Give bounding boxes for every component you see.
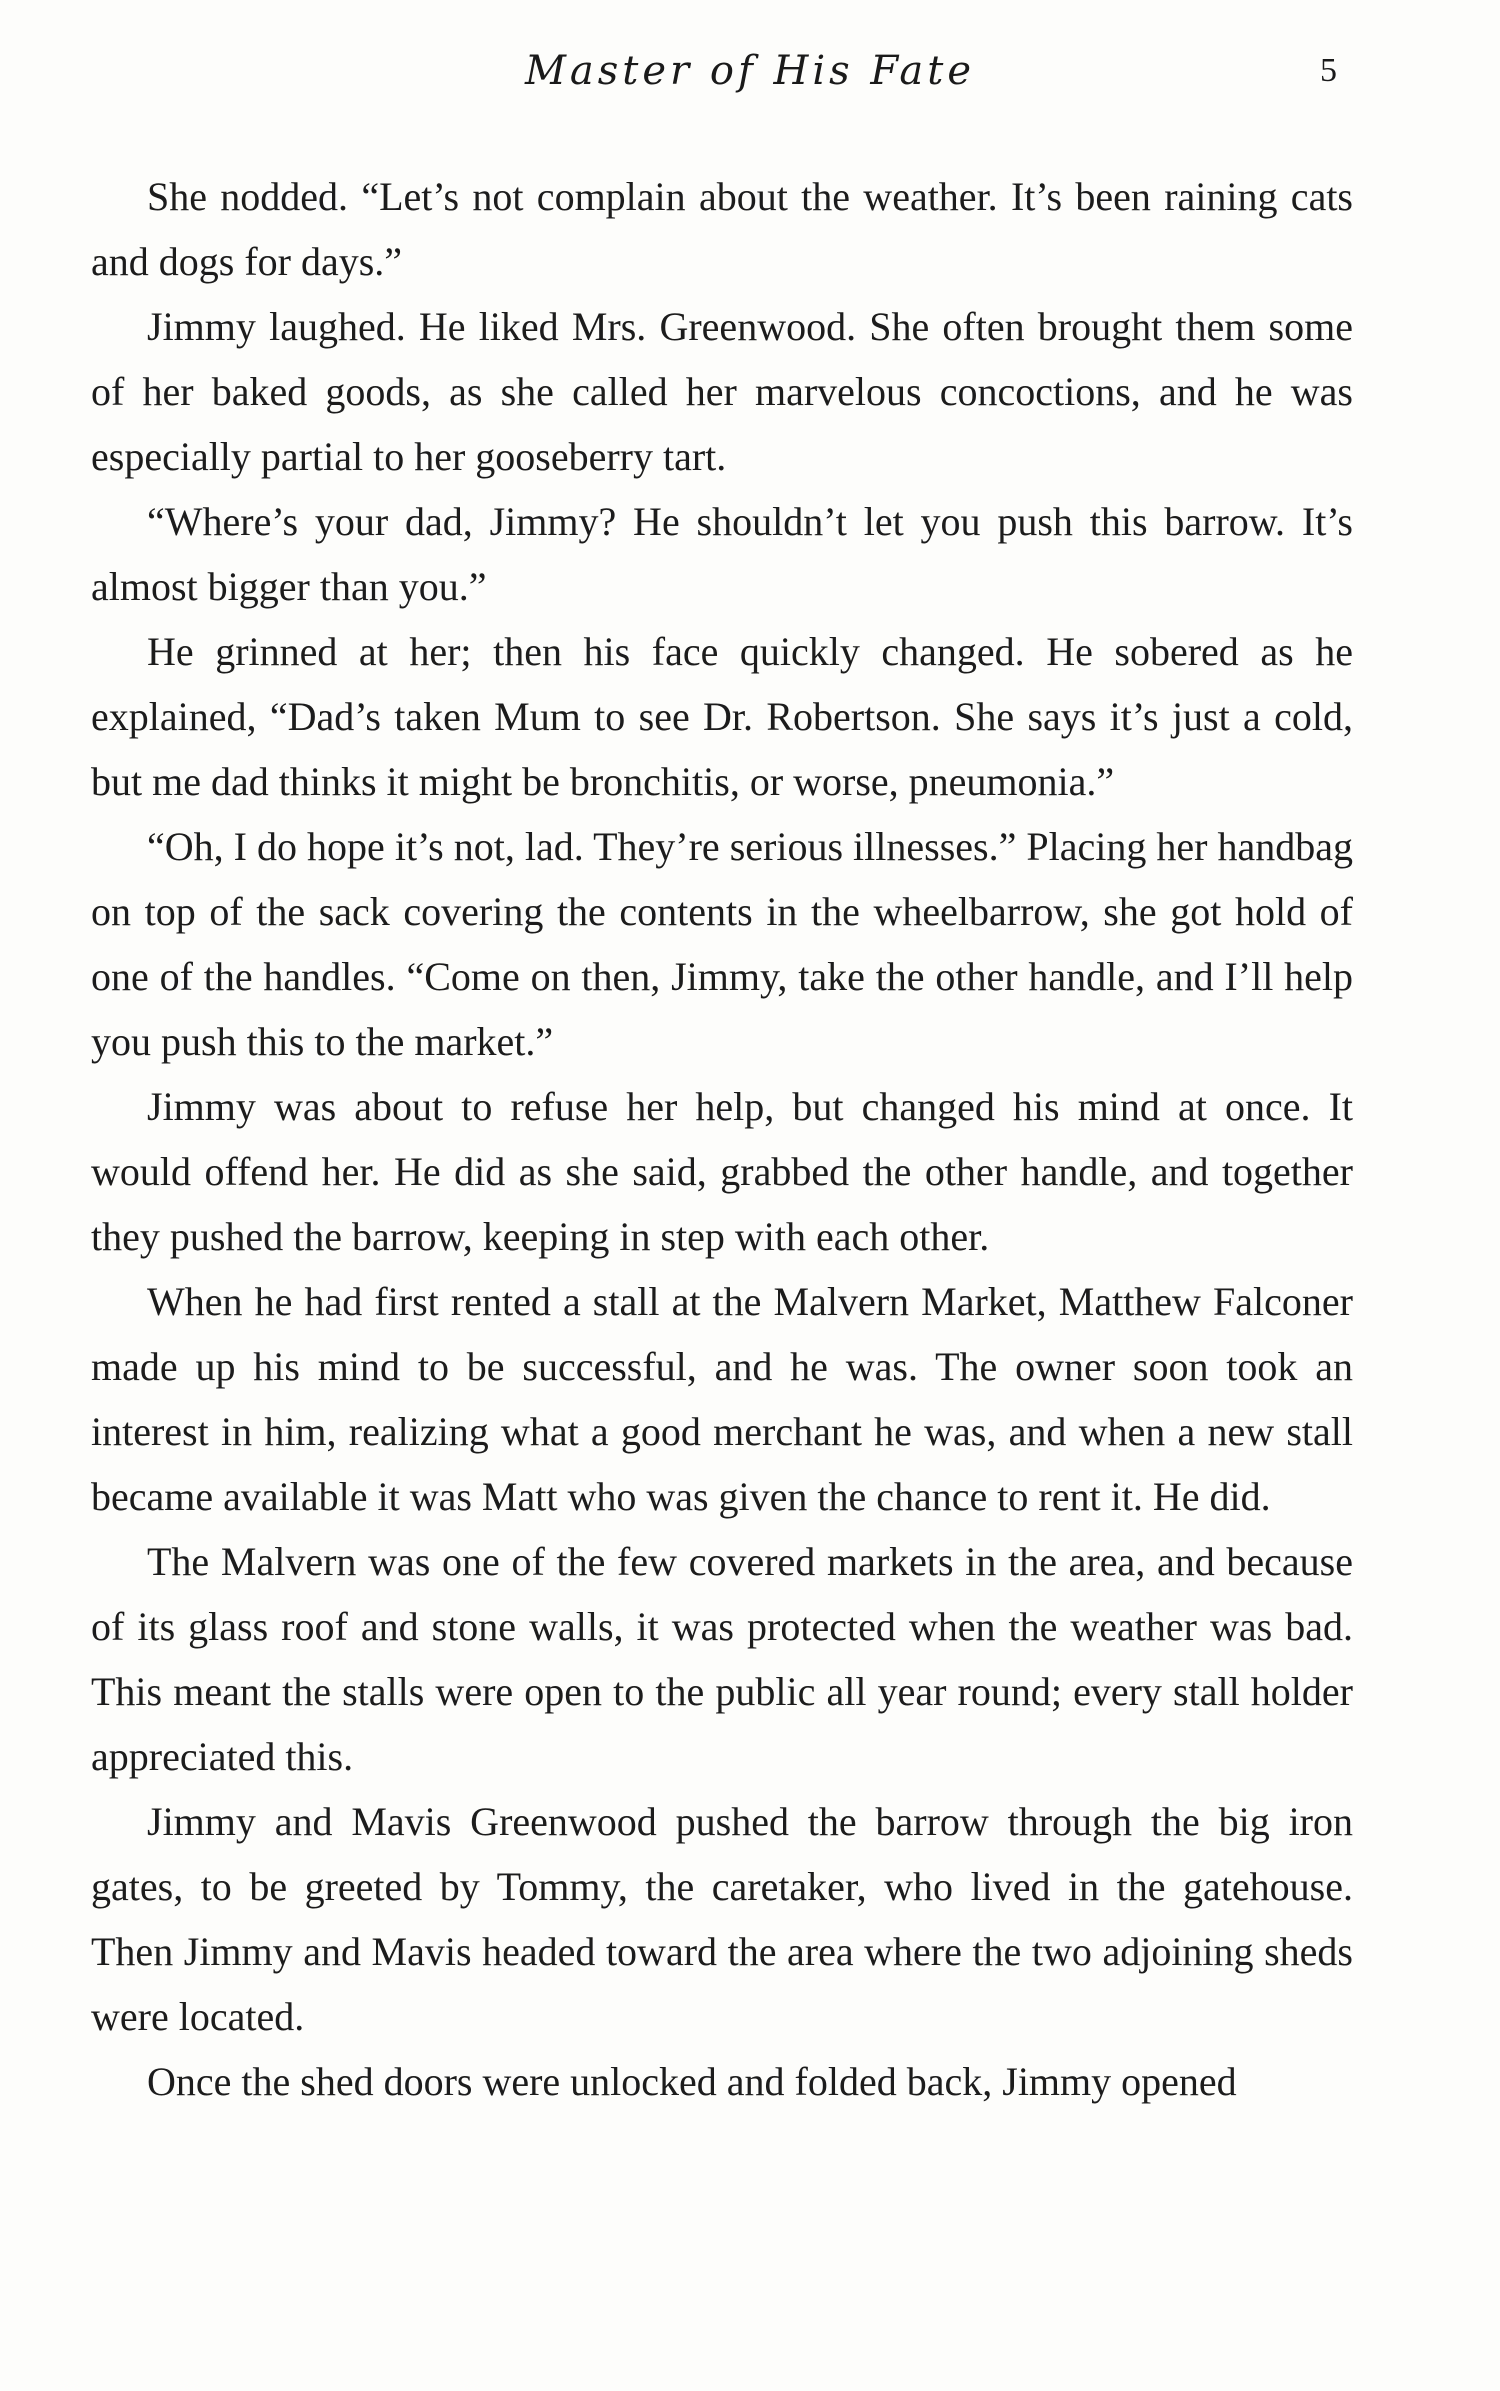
running-head [0,48,1500,108]
page-number: 5 [1320,52,1337,89]
paragraph: “Where’s your dad, Jimmy? He shouldn’t let you push this barrow. It’s almost bigger than you.” [91,499,1353,609]
paragraph: Jimmy was about to refuse her help, but changed his mind at once. It would offend her. He did as she said, grabbed the other handle, and together they pushed the barrow, keeping in step with each other. [91,1084,1353,1259]
paragraph: Jimmy and Mavis Greenwood pushed the barrow through the big iron gates, to be greeted by Tommy, the caretaker, who lived in the gatehouse. Then Jimmy and Mavis headed toward the area where the two adjoining sheds were located. [91,1799,1353,2039]
paragraph: When he had first rented a stall at the Malvern Market, Matthew Falconer made up his mind to be successful, and he was. The owner soon took an interest in him, realizing what a good merchant he was, and when a new stall became available it was Matt who was given the chance to rent it. He did. [91,1279,1353,1519]
paragraph: Once the shed doors were unlocked and folded back, Jimmy opened [147,2059,1237,2104]
running-title: Master of His Fate [524,48,976,94]
paragraph: She nodded. “Let’s not complain about the weather. It’s been raining cats and dogs for days.” [91,174,1353,284]
paragraph: He grinned at her; then his face quickly changed. He sobered as he explained, “Dad’s taken Mum to see Dr. Robertson. She says it’s just a cold, but me dad thinks it might be bronchitis, or worse, pneumonia.” [91,629,1353,804]
paragraph: “Oh, I do hope it’s not, lad. They’re serious illnesses.” Placing her handbag on top of the sack covering the contents in the wheelbarrow, she got hold of one of the handles. “Come on then, Jimmy, take the other handle, and I’ll help you push this to the market.” [91,824,1353,1064]
paragraph: Jimmy laughed. He liked Mrs. Greenwood. She often brought them some of her baked goods, as she called her marvelous concoctions, and he was especially partial to her gooseberry tart. [91,304,1353,479]
text-body [91,164,1353,2114]
paragraph: The Malvern was one of the few covered markets in the area, and because of its glass roof and stone walls, it was protected when the weather was bad. This meant the stalls were open to the public all year round; every stall holder appreciated this. [91,1539,1353,1779]
